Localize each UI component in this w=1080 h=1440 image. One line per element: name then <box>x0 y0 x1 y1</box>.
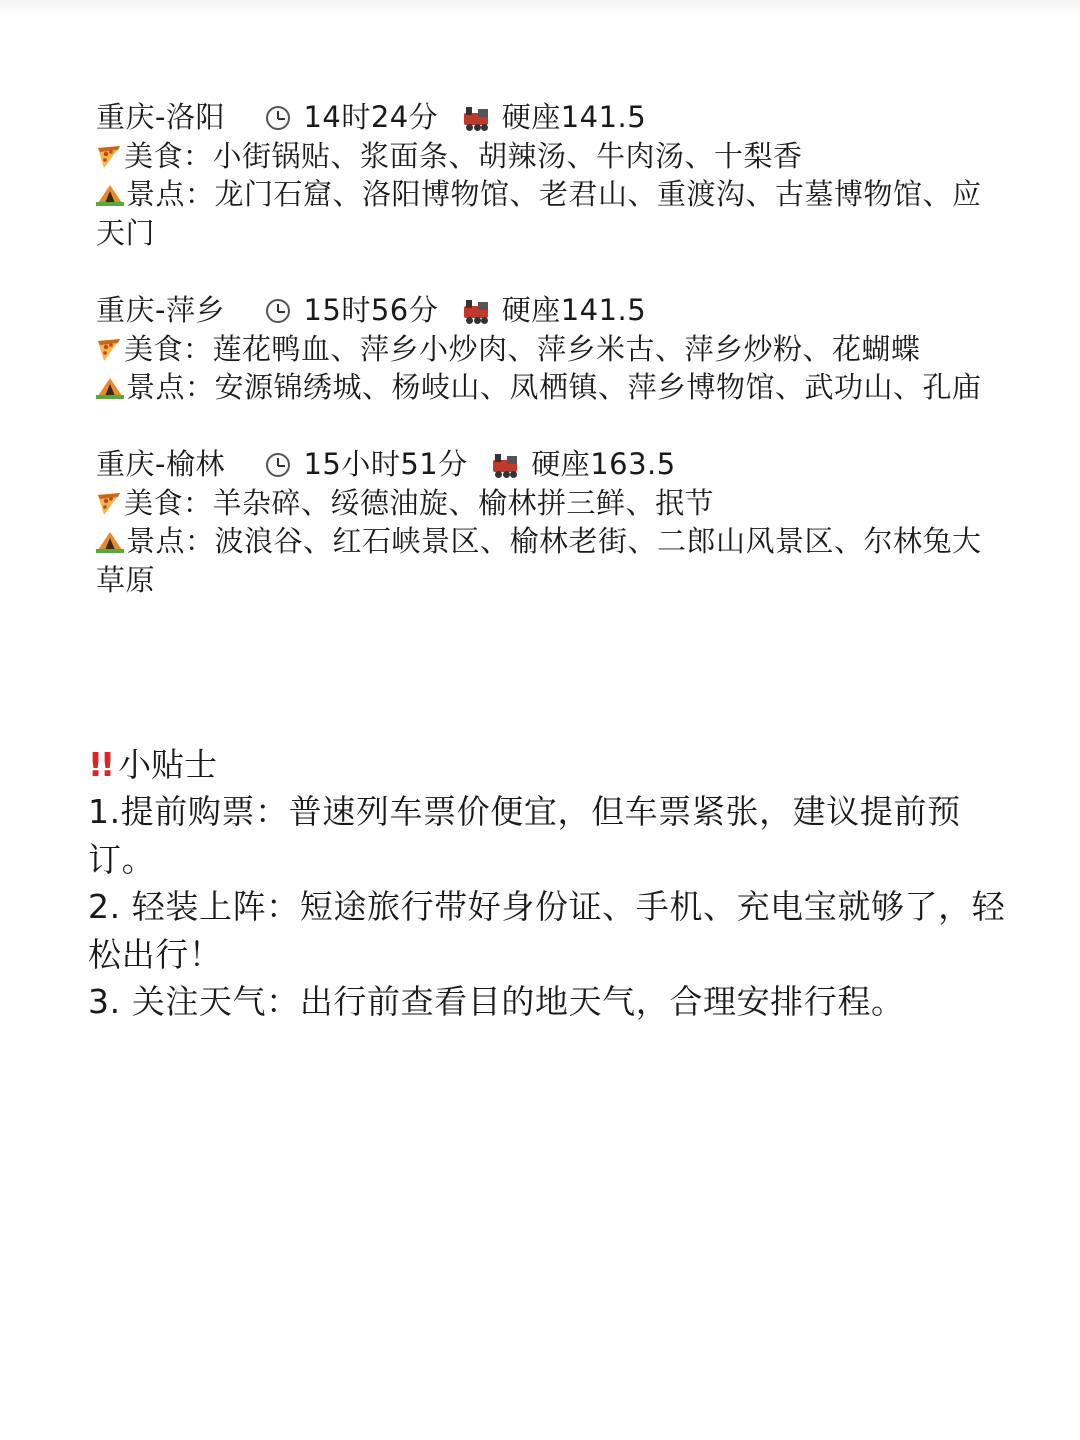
tips-section <box>88 742 1008 1026</box>
route-sights <box>96 368 996 407</box>
route-header <box>96 445 996 484</box>
tip-item: 3. 关注天气：出行前查看目的地天气，合理安排行程。 <box>88 982 905 1021</box>
route-time: 15时56分 <box>303 292 439 327</box>
sights-label: 景点： <box>126 524 215 559</box>
sights-label: 景点： <box>126 177 215 212</box>
route-food <box>96 330 996 369</box>
route-sights <box>96 522 996 599</box>
route-sights <box>96 175 996 252</box>
tips-heading <box>88 742 1008 788</box>
route-header <box>96 291 996 330</box>
route-seat-price: 硬座163.5 <box>531 446 676 481</box>
route-food <box>96 137 996 176</box>
camping-icon <box>96 530 124 554</box>
sights-list: 波浪谷、红石峡景区、榆林老街、二郎山风景区、尔林兔大草原 <box>96 524 982 598</box>
pizza-icon <box>96 491 122 517</box>
route-card <box>96 445 996 600</box>
sights-label: 景点： <box>126 370 215 405</box>
route-time: 15小时51分 <box>303 446 468 481</box>
train-icon <box>462 298 490 324</box>
route-seat-price: 硬座141.5 <box>501 292 647 327</box>
route-card <box>96 291 996 407</box>
route-seat-price: 硬座141.5 <box>501 100 647 134</box>
tip-item: 2. 轻装上阵：短途旅行带好身份证、手机、充电宝就够了，轻松出行！ <box>88 887 1006 974</box>
double-exclamation-icon: !! <box>88 745 113 784</box>
food-label: 美食： <box>124 485 213 520</box>
route-list <box>96 98 996 638</box>
route-card <box>96 98 996 253</box>
route-city: 重庆-萍乡 <box>96 292 225 327</box>
route-city: 重庆-洛阳 <box>96 100 225 134</box>
train-icon <box>491 452 519 478</box>
food-label: 美食： <box>124 331 213 366</box>
tips-title: 小贴士 <box>118 745 218 784</box>
route-city: 重庆-榆林 <box>96 446 225 481</box>
tip-item: 1.提前购票：普速列车票价便宜，但车票紧张，建议提前预订。 <box>88 792 961 879</box>
camping-icon <box>96 183 124 207</box>
clock-icon <box>266 299 290 323</box>
clock-icon <box>266 453 290 477</box>
camping-icon <box>96 376 124 400</box>
route-header <box>96 98 996 137</box>
pizza-icon <box>96 337 122 363</box>
train-icon <box>462 105 490 131</box>
food-list: 羊杂碎、绥德油旋、榆林拼三鲜、抿节 <box>212 485 715 520</box>
food-list: 小街锅贴、浆面条、胡辣汤、牛肉汤、十梨香 <box>212 138 803 173</box>
food-label: 美食： <box>124 138 213 173</box>
pizza-icon <box>96 144 122 170</box>
sights-list: 安源锦绣城、杨岐山、凤栖镇、萍乡博物馆、武功山、孔庙 <box>214 370 982 405</box>
route-time: 14时24分 <box>303 100 439 134</box>
route-food <box>96 484 996 523</box>
clock-icon <box>266 106 290 130</box>
sights-list: 龙门石窟、洛阳博物馆、老君山、重渡沟、古墓博物馆、应天门 <box>96 177 982 251</box>
top-edge <box>0 0 1080 14</box>
food-list: 莲花鸭血、萍乡小炒肉、萍乡米古、萍乡炒粉、花蝴蝶 <box>212 331 921 366</box>
